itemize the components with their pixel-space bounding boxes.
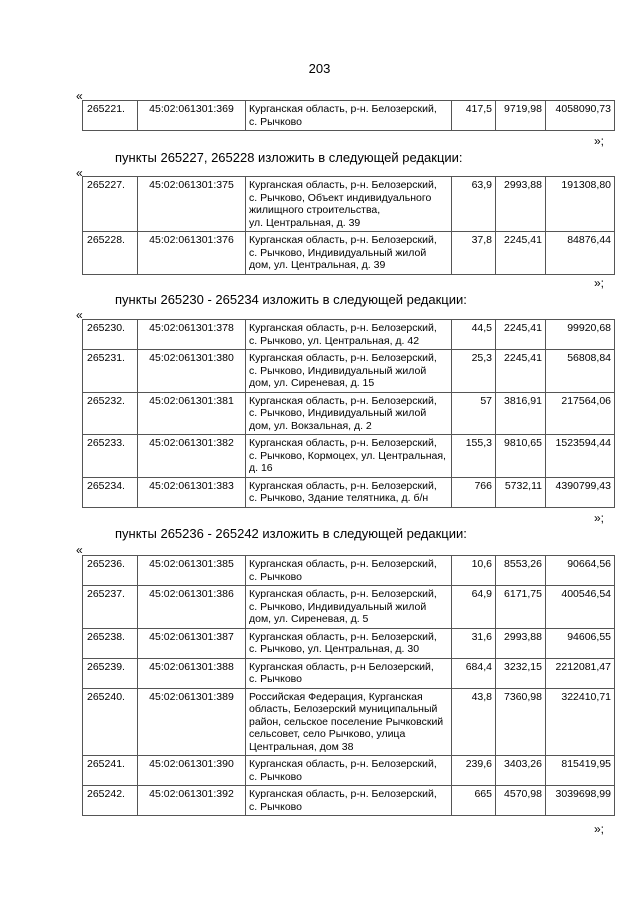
cadastral-value-cell: 322410,71 [546, 688, 615, 756]
address-cell [246, 392, 452, 435]
point-number-cell: 265241. [83, 756, 138, 786]
address-line: Курганская область, р-н Белозерский, [249, 660, 434, 673]
cadastral-number-cell: 45:02:061301:392 [138, 786, 246, 816]
table-row [83, 232, 615, 275]
address-cell [246, 232, 452, 275]
table-row [83, 786, 615, 816]
address-line: Курганская область, р-н. Белозерский, [249, 479, 437, 492]
unit-value-cell: 3232,15 [496, 658, 546, 688]
address-line: район, сельское поселение Рычковский [249, 715, 444, 728]
point-number-cell: 265240. [83, 688, 138, 756]
unit-value-cell: 9719,98 [496, 101, 546, 131]
table-row [83, 658, 615, 688]
amendment-instruction: пункты 265227, 265228 изложить в следующей редакции: [115, 150, 463, 165]
unit-value-cell: 5732,11 [496, 477, 546, 507]
table-row [83, 435, 615, 478]
address-line: Российская Федерация, Курганская [249, 690, 423, 703]
table-row [83, 688, 615, 756]
address-cell [246, 177, 452, 232]
address-line: с. Рычково, Индивидуальный жилой [249, 600, 427, 613]
address-line: с. Рычково, Объект индивидуального [249, 191, 432, 204]
property-table [82, 100, 615, 131]
cadastral-number-cell: 45:02:061301:378 [138, 320, 246, 350]
point-number-cell: 265237. [83, 586, 138, 629]
area-cell: 10,6 [452, 556, 496, 586]
area-cell: 37,8 [452, 232, 496, 275]
address-line: Курганская область, р-н. Белозерский, [249, 437, 437, 449]
area-cell: 44,5 [452, 320, 496, 350]
area-cell: 31,6 [452, 628, 496, 658]
address-line: Курганская область, р-н. Белозерский, [249, 352, 437, 364]
address-line: дом, ул. Вокзальная, д. 2 [249, 419, 372, 432]
table-row [83, 756, 615, 786]
cadastral-number-cell: 45:02:061301:369 [138, 101, 246, 131]
unit-value-cell: 2993,88 [496, 628, 546, 658]
cadastral-number-cell: 45:02:061301:382 [138, 435, 246, 478]
opening-quote: « [76, 543, 83, 557]
cadastral-value-cell: 90664,56 [546, 556, 615, 586]
address-cell [246, 101, 452, 131]
unit-value-cell: 2993,88 [496, 177, 546, 232]
address-line: дом, ул. Сиреневая, д. 5 [249, 613, 369, 625]
cadastral-number-cell: 45:02:061301:385 [138, 556, 246, 586]
cadastral-value-cell: 4390799,43 [546, 477, 615, 507]
opening-quote: « [76, 89, 83, 103]
address-cell [246, 320, 452, 350]
area-cell: 63,9 [452, 177, 496, 232]
cadastral-number-cell: 45:02:061301:376 [138, 232, 246, 275]
area-cell: 25,3 [452, 350, 496, 393]
address-line: с. Рычково, ул. Центральная, д. 42 [249, 334, 420, 347]
address-line: с. Рычково, Кормоцех, ул. Центральная, [249, 449, 446, 462]
address-line: Курганская область, р-н. Белозерский, [249, 394, 437, 407]
cadastral-number-cell: 45:02:061301:383 [138, 477, 246, 507]
opening-quote: « [76, 166, 83, 180]
point-number-cell: 265230. [83, 320, 138, 350]
point-number-cell: 265234. [83, 477, 138, 507]
address-line: с. Рычково, Индивидуальный жилой [249, 246, 427, 259]
address-line: с. Рычково [249, 570, 302, 583]
unit-value-cell: 6171,75 [496, 586, 546, 629]
address-cell [246, 435, 452, 478]
address-line: Курганская область, р-н. Белозерский, [249, 179, 437, 191]
table-row [83, 101, 615, 131]
table-row [83, 320, 615, 350]
table-row [83, 477, 615, 507]
address-line: с. Рычково, Здание телятника, д. б/н [249, 492, 429, 504]
area-cell: 64,9 [452, 586, 496, 629]
page-number: 203 [308, 61, 331, 76]
address-line: дом, ул. Сиреневая, д. 15 [249, 377, 375, 389]
address-line: Курганская область, р-н. Белозерский, [249, 103, 437, 115]
table-row [83, 177, 615, 232]
address-cell [246, 350, 452, 393]
point-number-cell: 265236. [83, 556, 138, 586]
address-line: Курганская область, р-н. Белозерский, [249, 630, 437, 643]
address-line: дом, ул. Центральная, д. 39 [249, 259, 386, 271]
address-line: с. Рычково, Индивидуальный жилой [249, 407, 427, 419]
address-line: Курганская область, р-н. Белозерский, [249, 788, 437, 800]
table-row [83, 628, 615, 658]
unit-value-cell: 2245,41 [496, 232, 546, 275]
closing-quote: »; [594, 822, 605, 836]
cadastral-value-cell: 56808,84 [546, 350, 615, 393]
area-cell: 43,8 [452, 688, 496, 756]
table-row [83, 586, 615, 629]
cadastral-value-cell: 400546,54 [546, 586, 615, 629]
point-number-cell: 265233. [83, 435, 138, 478]
address-line: сельсовет, село Рычково, улица [249, 728, 406, 740]
area-cell: 766 [452, 477, 496, 507]
address-line: Курганская область, р-н. Белозерский, [249, 588, 437, 600]
address-cell [246, 756, 452, 786]
amendment-instruction: пункты 265230 - 265234 изложить в следующей редакции: [115, 292, 467, 307]
property-table [82, 555, 615, 816]
amendment-instruction: пункты 265236 - 265242 изложить в следующей редакции: [115, 526, 467, 541]
address-line: Курганская область, р-н. Белозерский, [249, 758, 437, 770]
address-cell [246, 658, 452, 688]
cadastral-value-cell: 84876,44 [546, 232, 615, 275]
cadastral-value-cell: 1523594,44 [546, 435, 615, 478]
unit-value-cell: 9810,65 [496, 435, 546, 478]
cadastral-number-cell: 45:02:061301:381 [138, 392, 246, 435]
address-line: с. Рычково [249, 115, 302, 128]
address-line: Курганская область, р-н. Белозерский, [249, 558, 437, 570]
cadastral-number-cell: 45:02:061301:387 [138, 628, 246, 658]
unit-value-cell: 8553,26 [496, 556, 546, 586]
address-line: Курганская область, р-н. Белозерский, [249, 234, 437, 246]
unit-value-cell: 2245,41 [496, 320, 546, 350]
closing-quote: »; [594, 511, 605, 525]
address-line: область, Белозерский муниципальный [249, 703, 438, 715]
area-cell: 57 [452, 392, 496, 435]
unit-value-cell: 2245,41 [496, 350, 546, 393]
unit-value-cell: 3816,91 [496, 392, 546, 435]
address-cell [246, 556, 452, 586]
closing-quote: »; [594, 134, 605, 148]
address-cell [246, 477, 452, 507]
table-row [83, 556, 615, 586]
table-row [83, 350, 615, 393]
cadastral-value-cell: 3039698,99 [546, 786, 615, 816]
cadastral-number-cell: 45:02:061301:389 [138, 688, 246, 756]
point-number-cell: 265227. [83, 177, 138, 232]
area-cell: 417,5 [452, 101, 496, 131]
point-number-cell: 265228. [83, 232, 138, 275]
closing-quote: »; [594, 276, 605, 290]
cadastral-value-cell: 99920,68 [546, 320, 615, 350]
address-line: с. Рычково [249, 800, 302, 813]
address-cell [246, 786, 452, 816]
address-line: с. Рычково, ул. Центральная, д. 30 [249, 643, 420, 655]
area-cell: 155,3 [452, 435, 496, 478]
property-table [82, 176, 615, 275]
cadastral-number-cell: 45:02:061301:386 [138, 586, 246, 629]
point-number-cell: 265232. [83, 392, 138, 435]
address-line: жилищного строительства, [249, 204, 381, 216]
cadastral-number-cell: 45:02:061301:375 [138, 177, 246, 232]
cadastral-value-cell: 815419,95 [546, 756, 615, 786]
table-row [83, 392, 615, 435]
point-number-cell: 265231. [83, 350, 138, 393]
address-cell [246, 628, 452, 658]
unit-value-cell: 3403,26 [496, 756, 546, 786]
address-cell [246, 586, 452, 629]
cadastral-number-cell: 45:02:061301:380 [138, 350, 246, 393]
address-cell [246, 688, 452, 756]
point-number-cell: 265239. [83, 658, 138, 688]
address-line: д. 16 [249, 462, 273, 474]
opening-quote: « [76, 308, 83, 322]
area-cell: 239,6 [452, 756, 496, 786]
property-table [82, 319, 615, 508]
address-line: Курганская область, р-н. Белозерский, [249, 322, 437, 334]
area-cell: 684,4 [452, 658, 496, 688]
point-number-cell: 265242. [83, 786, 138, 816]
point-number-cell: 265221. [83, 101, 138, 131]
address-line: с. Рычково, Индивидуальный жилой [249, 364, 427, 377]
cadastral-value-cell: 4058090,73 [546, 101, 615, 131]
address-line: с. Рычково [249, 673, 302, 685]
address-line: Центральная, дом 38 [249, 740, 354, 753]
cadastral-number-cell: 45:02:061301:388 [138, 658, 246, 688]
cadastral-value-cell: 217564,06 [546, 392, 615, 435]
unit-value-cell: 7360,98 [496, 688, 546, 756]
point-number-cell: 265238. [83, 628, 138, 658]
unit-value-cell: 4570,98 [496, 786, 546, 816]
address-line: ул. Центральная, д. 39 [249, 216, 361, 229]
cadastral-value-cell: 94606,55 [546, 628, 615, 658]
address-line: с. Рычково [249, 770, 302, 783]
area-cell: 665 [452, 786, 496, 816]
cadastral-value-cell: 2212081,47 [546, 658, 615, 688]
cadastral-number-cell: 45:02:061301:390 [138, 756, 246, 786]
cadastral-value-cell: 191308,80 [546, 177, 615, 232]
